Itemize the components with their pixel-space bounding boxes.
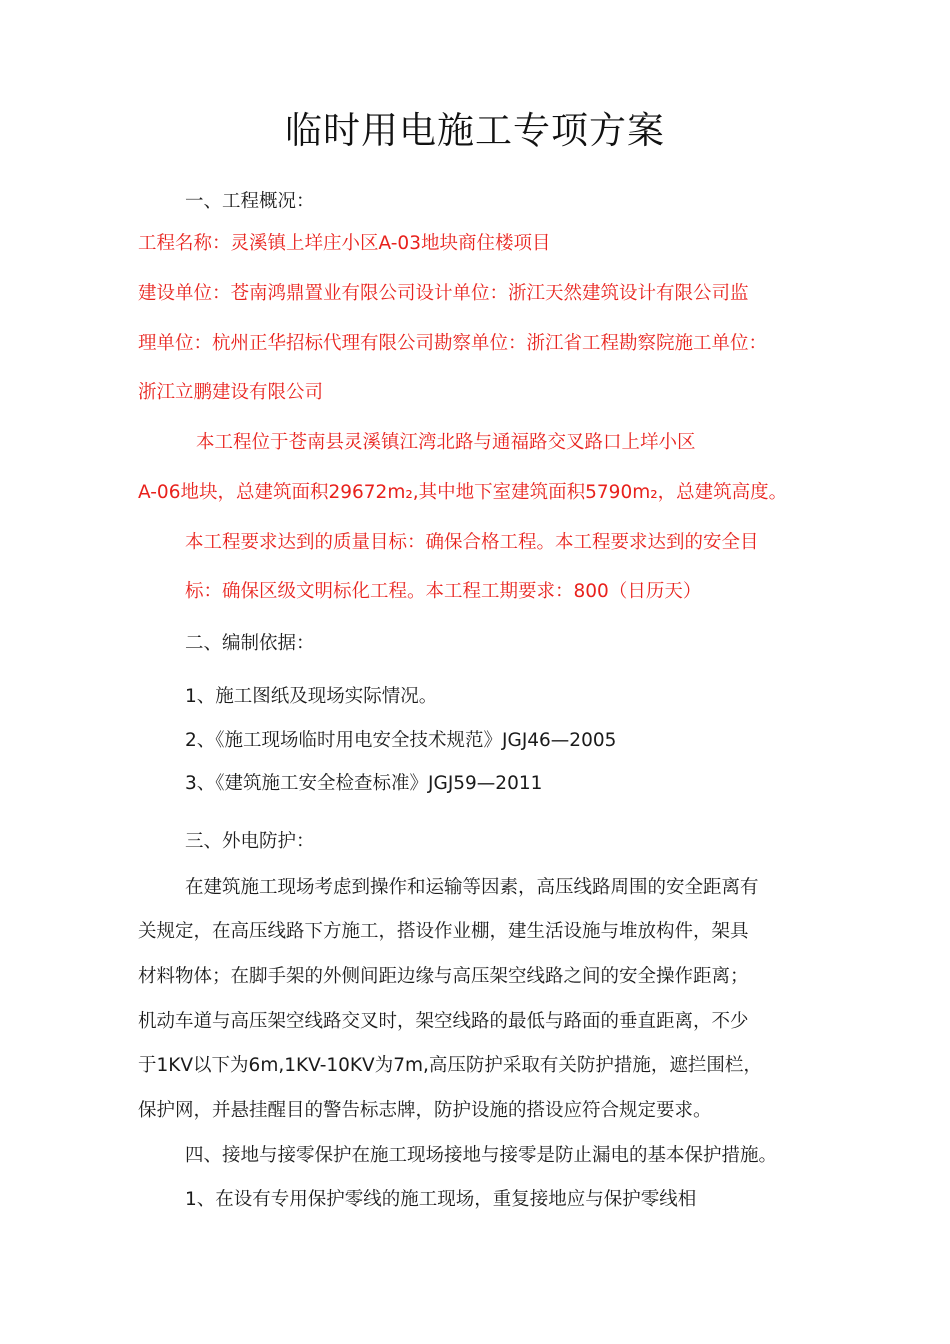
location-line-2: A-06地块，总建筑面积29672m₂,其中地下室建筑面积5790m₂，总建筑高度。 bbox=[138, 482, 788, 503]
external-power-line-3: 材料物体；在脚手架的外侧间距边缘与高压架空线路之间的安全操作距离； bbox=[138, 966, 749, 987]
basis-item-1: 1、施工图纸及现场实际情况。 bbox=[185, 686, 438, 707]
grounding-item-1: 1、在设有专用保护零线的施工现场，重复接地应与保护零线相 bbox=[185, 1189, 697, 1210]
section2-heading: 二、编制依据： bbox=[185, 633, 315, 654]
external-power-line-6: 保护网，并悬挂醒目的警告标志牌，防护设施的搭设应符合规定要求。 bbox=[138, 1100, 712, 1121]
basis-item-3: 3、《建筑施工安全检查标准》JGJ59—2011 bbox=[185, 773, 543, 794]
section4-heading: 四、接地与接零保护在施工现场接地与接零是防止漏电的基本保护措施。 bbox=[185, 1145, 778, 1166]
section3-heading: 三、外电防护： bbox=[185, 831, 315, 852]
external-power-line-4: 机动车道与高压架空线路交叉时，架空线路的最低与路面的垂直距离，不少 bbox=[138, 1011, 749, 1032]
goals-line-2: 标：确保区级文明标化工程。本工程工期要求：800（日历天） bbox=[185, 581, 702, 602]
basis-item-2: 2、《施工现场临时用电安全技术规范》JGJ46—2005 bbox=[185, 730, 617, 751]
units-line-1: 建设单位：苍南鸿鼎置业有限公司设计单位：浙江天然建筑设计有限公司监 bbox=[138, 283, 749, 304]
section1-heading: 一、工程概况： bbox=[185, 191, 315, 212]
document-title: 临时用电施工专项方案 bbox=[285, 109, 665, 152]
units-line-3: 浙江立鹏建设有限公司 bbox=[138, 382, 324, 403]
location-line-1: 本工程位于苍南县灵溪镇江湾北路与通福路交叉路口上垟小区 bbox=[196, 432, 696, 453]
external-power-line-1: 在建筑施工现场考虑到操作和运输等因素，高压线路周围的安全距离有 bbox=[185, 877, 759, 898]
units-line-2: 理单位：杭州正华招标代理有限公司勘察单位：浙江省工程勘察院施工单位： bbox=[138, 333, 768, 354]
project-name: 工程名称：灵溪镇上垟庄小区A-03地块商住楼项目 bbox=[138, 233, 551, 254]
external-power-line-5: 于1KV以下为6m,1KV-10KV为7m,高压防护采取有关防护措施，遮拦围栏， bbox=[138, 1055, 762, 1076]
goals-line-1: 本工程要求达到的质量目标：确保合格工程。本工程要求达到的安全目 bbox=[185, 532, 759, 553]
external-power-line-2: 关规定，在高压线路下方施工，搭设作业棚，建生活设施与堆放构件，架具 bbox=[138, 921, 749, 942]
